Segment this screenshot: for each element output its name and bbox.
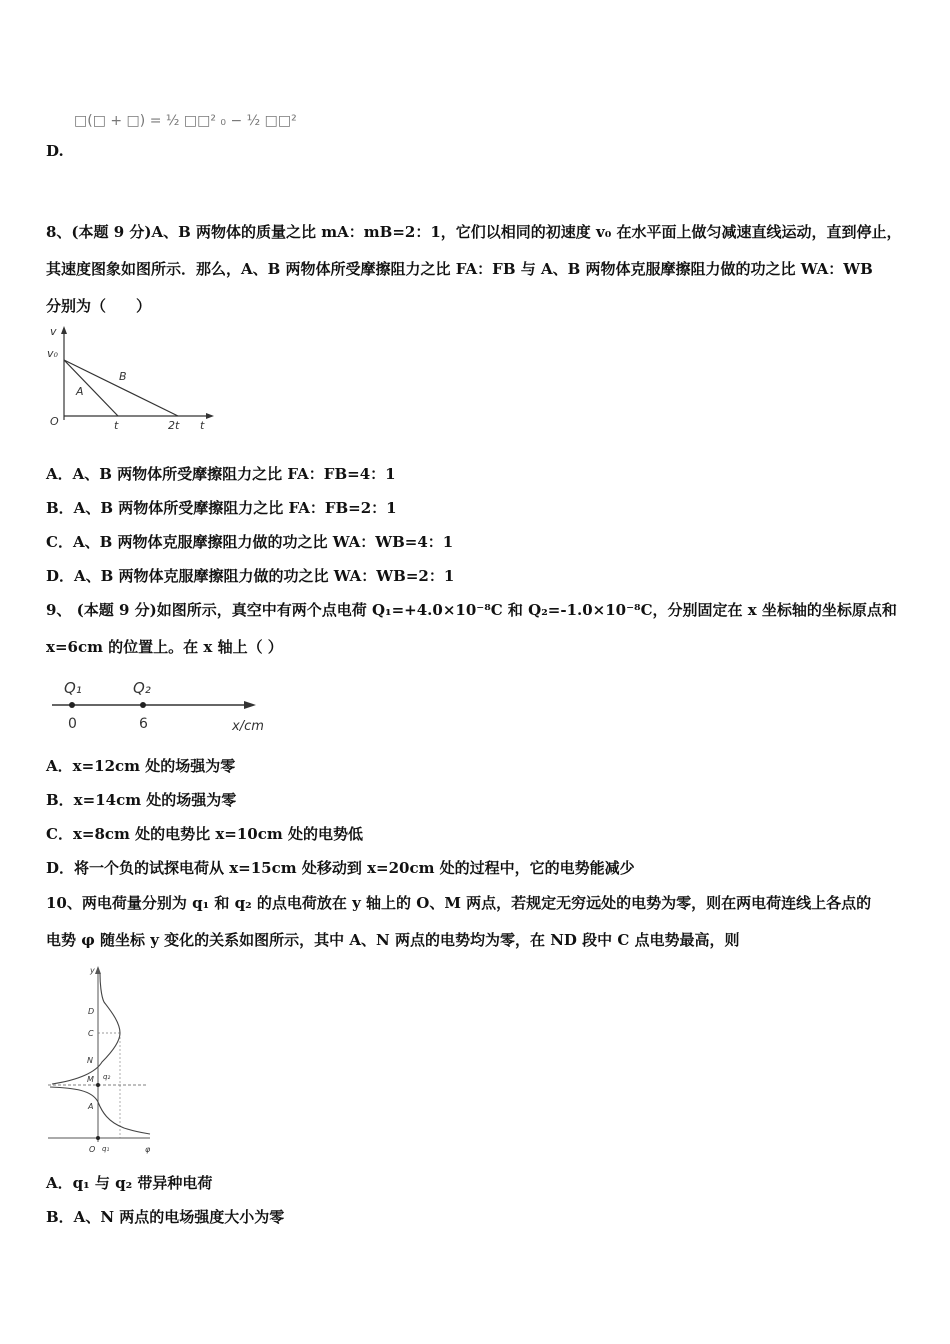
q9-option-a: A．x=12cm 处的场强为零: [46, 757, 236, 775]
label-b: B: [119, 370, 127, 383]
m-point: [96, 1083, 100, 1087]
q9-stem-line2: x=6cm 的位置上。在 x 轴上（ ）: [46, 638, 283, 656]
origin-label: O: [89, 1145, 96, 1154]
q10-phi-y-graph: [44, 962, 156, 1156]
v0-label: v₀: [47, 347, 58, 360]
axis-x-label: x/cm: [232, 719, 264, 734]
q8-option-a: A．A、B 两物体所受摩擦阻力之比 FA：FB=4：1: [46, 465, 396, 483]
label-a: A: [76, 385, 84, 398]
q8-option-d: D．A、B 两物体克服摩擦阻力做的功之比 WA：WB=2：1: [46, 567, 455, 585]
axis-phi-label: φ: [145, 1145, 151, 1154]
m-label: M: [87, 1075, 94, 1084]
q8-option-b: B．A、B 两物体所受摩擦阻力之比 FA：FB=2：1: [46, 499, 397, 517]
lower-curve: [50, 1087, 150, 1134]
origin-label: O: [50, 415, 59, 428]
q10-option-a: A．q₁ 与 q₂ 带异种电荷: [46, 1174, 213, 1192]
q8-stem-line3: 分别为（ ）: [46, 297, 152, 315]
q1-label: q₁: [102, 1145, 110, 1153]
q9-x-axis-figure: [46, 672, 276, 734]
tick-0-label: 0: [68, 716, 77, 732]
n-label: N: [87, 1056, 93, 1065]
axis-t-label: t: [200, 419, 205, 432]
tick-2t-label: 2t: [168, 419, 180, 432]
a-label: A: [88, 1102, 94, 1111]
tick-6-label: 6: [139, 716, 148, 732]
q10-stem-line1: 10、两电荷量分别为 q₁ 和 q₂ 的点电荷放在 y 轴上的 O、M 两点，若规定无穷远处的电势为零，则在两电荷连线上各点的: [46, 894, 872, 912]
q10-option-b: B．A、N 两点的电场强度大小为零: [46, 1208, 285, 1226]
q9-option-b: B．x=14cm 处的场强为零: [46, 791, 237, 809]
q8-stem-line1: 8、(本题 9 分)A、B 两物体的质量之比 mA：mB=2：1，它们以相同的初速度 v₀ 在水平面上做匀减速直线运动，直到停止，: [46, 223, 902, 241]
d-label: D: [88, 1007, 95, 1016]
q8-vt-graph: [44, 322, 224, 434]
axis-v-label: v: [50, 325, 57, 338]
q8-stem-line2: 其速度图象如图所示．那么，A、B 两物体所受摩擦阻力之比 FA：FB 与 A、B 两物体克服摩擦阻力做的功之比 WA：WB: [46, 260, 873, 278]
q2-label: Q₂: [133, 679, 151, 697]
c-label: C: [88, 1029, 94, 1038]
formula-image: □(□ + □) = ½ □□² ₀ − ½ □□²: [74, 113, 297, 129]
q1-charge: [69, 702, 75, 708]
q10-stem-line2: 电势 φ 随坐标 y 变化的关系如图所示，其中 A、N 两点的电势均为零，在 ND 段中 C 点电势最高，则: [46, 931, 740, 949]
tick-t-label: t: [114, 419, 119, 432]
q2-charge: [140, 702, 146, 708]
q1-label: Q₁: [64, 679, 82, 697]
q7-option-d: D.: [46, 142, 64, 160]
line-a: [64, 360, 118, 416]
q9-option-c: C．x=8cm 处的电势比 x=10cm 处的电势低: [46, 825, 363, 843]
upper-curve: [52, 974, 120, 1084]
q9-stem-line1: 9、 (本题 9 分)如图所示，真空中有两个点电荷 Q₁=+4.0×10⁻⁸C 和 Q₂=-1.0×10⁻⁸C，分别固定在 x 坐标轴的坐标原点和: [46, 601, 897, 619]
axis-y-label: y: [90, 966, 95, 975]
q8-option-c: C．A、B 两物体克服摩擦阻力做的功之比 WA：WB=4：1: [46, 533, 454, 551]
q2-label: q₂: [103, 1073, 111, 1081]
q9-option-d: D．将一个负的试探电荷从 x=15cm 处移动到 x=20cm 处的过程中，它的电势能减少: [46, 859, 635, 877]
o-point: [96, 1136, 100, 1140]
